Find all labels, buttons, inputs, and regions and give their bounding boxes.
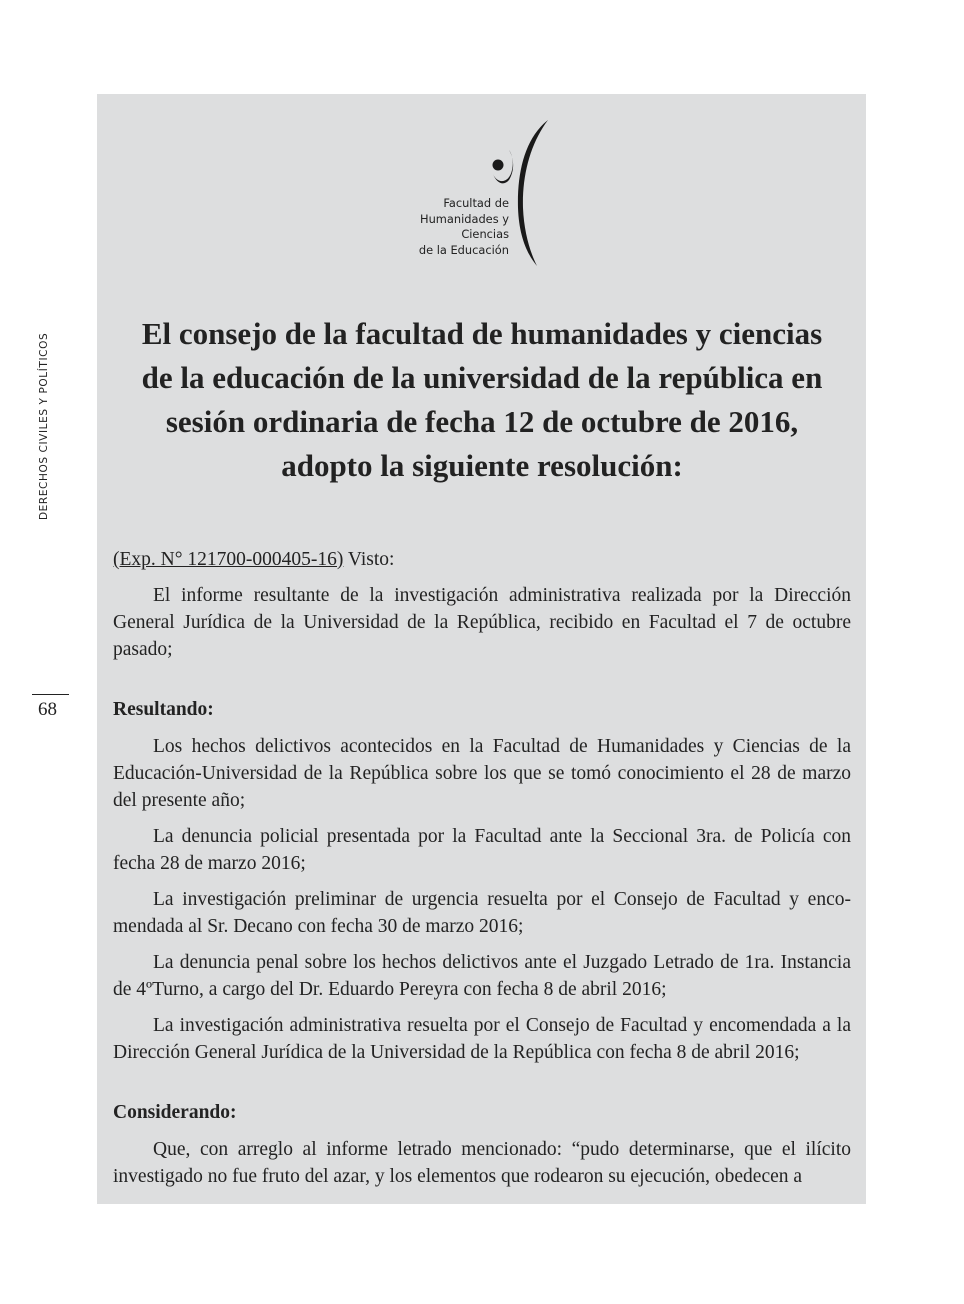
logo-text [419,196,509,258]
document-title [110,312,854,488]
considerando-heading: Considerando: [113,1102,237,1123]
visto-paragraph: El informe resultante de la investigación administrativa realizada por la Dirección General Jurídica de la Universidad de la República, recibido en Facultad el 7 de octubre pasado; [113,585,851,660]
visto-label: Visto: [343,549,395,570]
logo-line: Humanidades y [420,211,509,226]
title-line: de la educación de la universidad de la república en [141,360,823,395]
visto-line [113,546,851,573]
resultando-paragraph: Los hechos delictivos acontecidos en la Facultad de Humanidades y Ciencias de la Educación-Universidad de la República sobre los que se tomó conocimiento el 28 de marzo del presente año; [113,736,851,811]
running-header: DERECHOS CIVILES Y POLÍTICOS [38,332,50,520]
resultando-heading: Resultando: [113,699,214,720]
page-number: 68 [38,699,57,720]
resultando-paragraph: La denuncia penal sobre los hechos delictivos ante el Juzgado Letrado de 1ra. Instancia de 4ºTurno, a cargo del Dr. Eduardo Pereyra con fecha 8 de abril 2016; [113,952,851,1000]
file-reference: (Exp. N° 121700-000405-16) [113,549,344,570]
faculty-logo [413,120,563,270]
logo-line: de la Educación [418,242,509,257]
logo-line: Ciencias [461,227,509,241]
resultando-paragraph: La investigación administrativa resuelta por el Consejo de Facultad y encomendada a la Dirección General Jurídica de la Universidad de la República con fecha 8 de abril 2016; [113,1015,851,1063]
title-line: El consejo de la facultad de humanidades y ciencias [141,316,823,351]
logo-line: Facultad de [443,196,509,210]
title-line: adopto la siguiente resolución: [281,448,683,483]
title-line: sesión ordinaria de fecha 12 de octubre de 2016, [165,404,799,439]
resultando-paragraph: La denuncia policial presentada por la Facultad ante la Seccional 3ra. de Policía con fecha 28 de marzo 2016; [113,826,851,874]
resultando-paragraph: La investigación preliminar de urgencia resuelta por el Consejo de Facultad y encomendada al Sr. Decano con fecha 30 de marzo 2016; [113,889,851,937]
considerando-paragraph: Que, con arreglo al informe letrado mencionado: “pudo determinarse, que el ilícito investigado no fue fruto del azar, y los elementos que rodearon su ejecución, obedecen a [113,1139,851,1187]
page-number-rule [32,694,69,695]
resolution-body [113,546,851,1199]
